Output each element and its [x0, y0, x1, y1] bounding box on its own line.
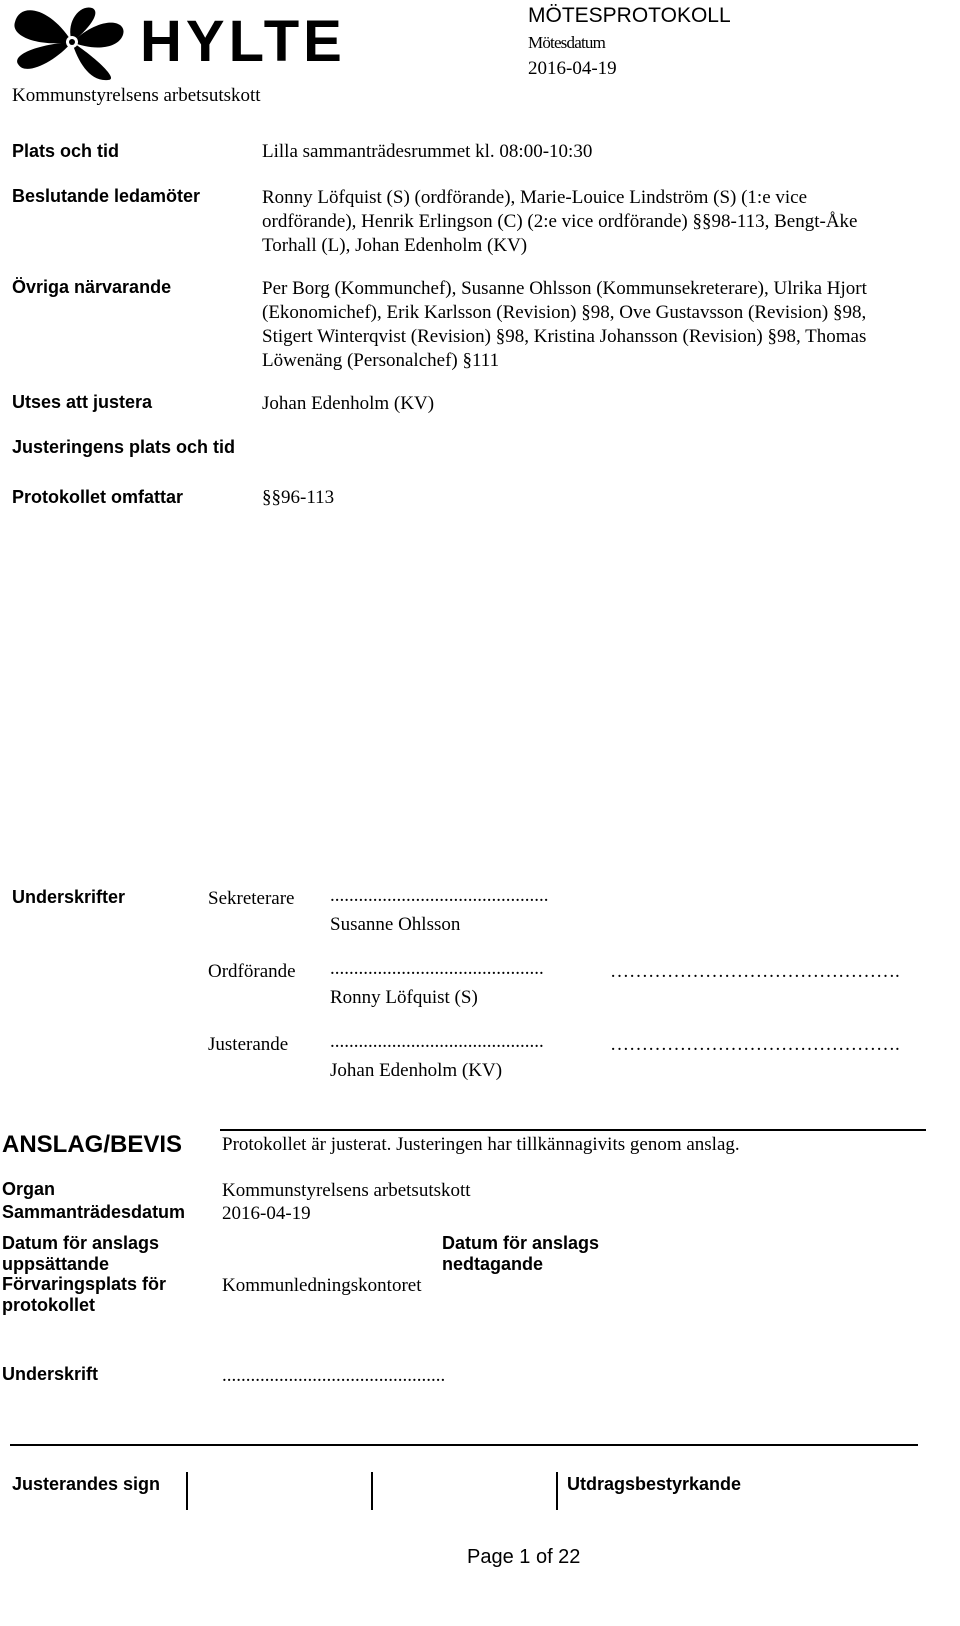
footer-divider — [371, 1472, 373, 1510]
others-label: Övriga närvarande — [12, 277, 172, 297]
others-line: Löwenäng (Personalchef) §111 — [262, 350, 500, 371]
municipality-logo — [10, 2, 346, 82]
storage-value: Kommunledningskontoret — [222, 1275, 422, 1296]
signature-line: .............................................. — [330, 885, 549, 906]
notice-title: ANSLAG/BEVIS — [2, 1131, 183, 1158]
scope-label: Protokollet omfattar — [12, 487, 184, 507]
signatures-label: Underskrifter — [12, 887, 126, 907]
members-line: Ronny Löfquist (S) (ordförande), Marie-Louice Lindström (S) (1:e vice — [262, 187, 808, 208]
footer-rule — [10, 1444, 918, 1446]
notice-signature-label: Underskrift — [2, 1364, 99, 1384]
meeting-date-label: Sammanträdesdatum — [2, 1202, 186, 1222]
signature-line: ............................................. — [330, 1031, 544, 1052]
place-label: Plats och tid — [12, 141, 120, 161]
adjust-place-label: Justeringens plats och tid — [12, 437, 236, 457]
footer-divider — [186, 1472, 188, 1510]
notice-statement: Protokollet är justerat. Justeringen har tillkännagivits genom anslag. — [222, 1134, 740, 1155]
place-value: Lilla sammanträdesrummet kl. 08:00-10:30 — [262, 141, 593, 162]
signature-name: Johan Edenholm (KV) — [330, 1060, 503, 1081]
logo-wordmark: HYLTE — [140, 9, 346, 74]
others-value — [262, 277, 942, 373]
signature-role: Sekreterare — [208, 888, 295, 909]
signature-name: Ronny Löfquist (S) — [330, 987, 478, 1008]
signature-line-secondary: ………………………………………. — [610, 961, 900, 982]
meeting-date-value: 2016-04-19 — [528, 58, 617, 79]
signature-role: Ordförande — [208, 961, 296, 982]
members-line: Torhall (L), Johan Edenholm (KV) — [262, 235, 528, 256]
members-value — [262, 186, 942, 258]
others-line: (Ekonomichef), Erik Karlsson (Revision) §98, Ove Gustavsson (Revision) §98, — [262, 302, 867, 323]
adjuster-label: Utses att justera — [12, 392, 153, 412]
adjuster-value: Johan Edenholm (KV) — [262, 393, 435, 414]
signature-line-secondary: ………………………………………. — [610, 1034, 900, 1055]
organ-value: Kommunstyrelsens arbetsutskott — [222, 1180, 471, 1201]
footer-divider — [556, 1472, 558, 1510]
members-line: ordförande), Henrik Erlingson (C) (2:e vice ordförande) §§98-113, Bengt-Åke — [262, 211, 858, 232]
hylte-emblem-icon — [10, 2, 135, 82]
meeting-date-value: 2016-04-19 — [222, 1203, 311, 1224]
removed-date-label: Datum för anslags nedtagande — [442, 1233, 600, 1274]
organization-name: Kommunstyrelsens arbetsutskott — [12, 85, 261, 106]
certified-label: Utdragsbestyrkande — [567, 1474, 742, 1494]
scope-value: §§96-113 — [262, 487, 335, 508]
meeting-date-label: Mötesdatum — [528, 33, 605, 52]
adjuster-sign-label: Justerandes sign — [12, 1474, 161, 1494]
posted-date-label: Datum för anslags uppsättande — [2, 1233, 160, 1274]
signature-name: Susanne Ohlsson — [330, 914, 461, 935]
signature-role: Justerande — [208, 1034, 289, 1055]
document-type: MÖTESPROTOKOLL — [528, 4, 731, 27]
others-line: Stigert Winterqvist (Revision) §98, Kristina Johansson (Revision) §98, Thomas — [262, 326, 867, 347]
others-line: Per Borg (Kommunchef), Susanne Ohlsson (Kommunsekreterare), Ulrika Hjort — [262, 278, 867, 299]
members-label: Beslutande ledamöter — [12, 186, 201, 206]
notice-signature-line: ............................................... — [222, 1365, 446, 1386]
page-number: Page 1 of 22 — [467, 1546, 581, 1568]
organ-label: Organ — [2, 1179, 56, 1199]
notice-top-rule — [220, 1129, 926, 1131]
storage-label: Förvaringsplats för protokollet — [2, 1274, 167, 1315]
signature-line: ............................................. — [330, 958, 544, 979]
